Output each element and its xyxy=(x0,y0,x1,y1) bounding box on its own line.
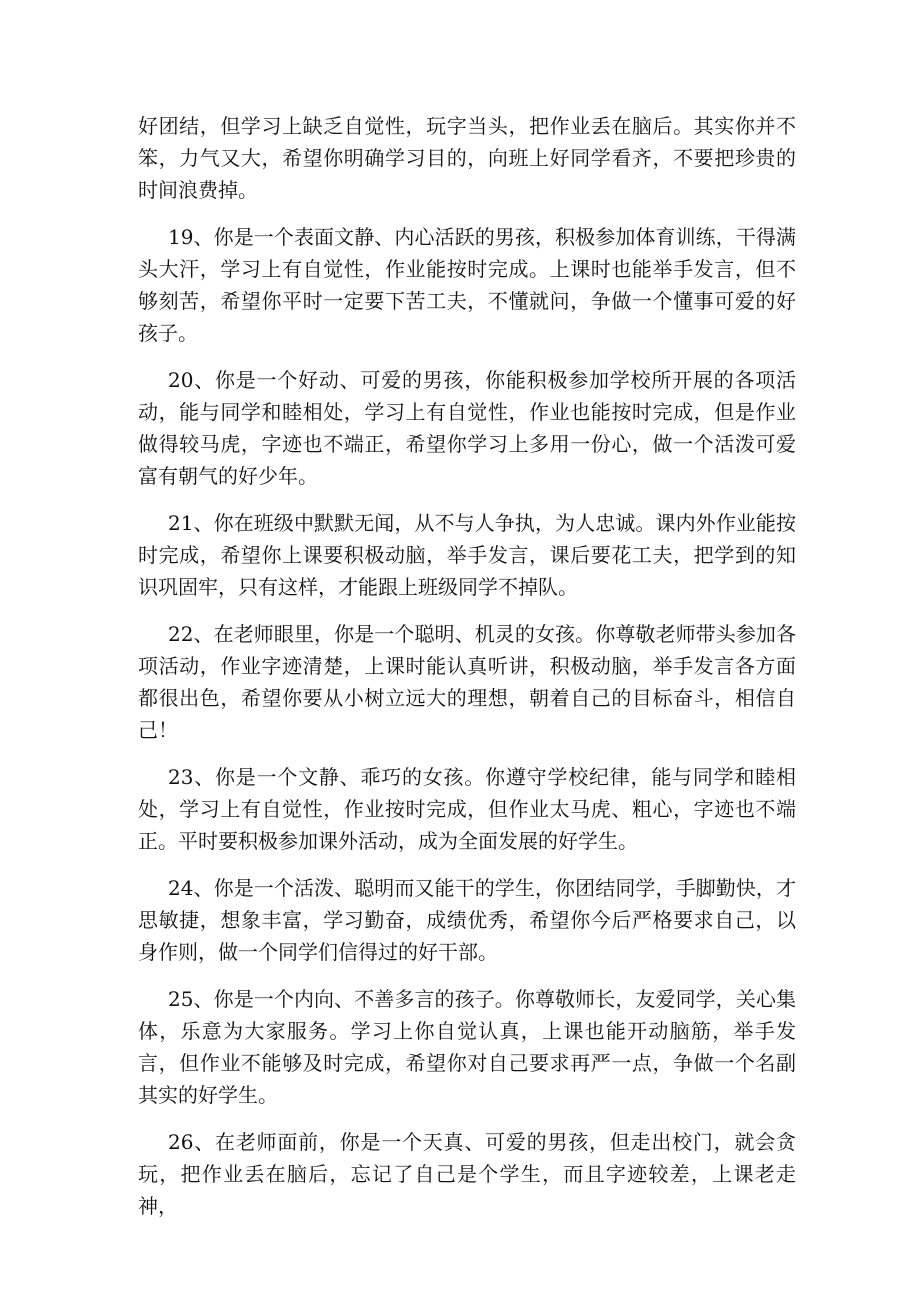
comment-20: 20、你是一个好动、可爱的男孩，你能积极参加学校所开展的各项活动，能与同学和睦相处，学习上有自觉性，作业也能按时完成，但是作业做得较马虎，字迹也不端正，希望你学习上多用一份心，做一个活泼可爱富有朝气的好少年。 xyxy=(138,368,796,488)
comment-23: 23、你是一个文静、乖巧的女孩。你遵守学校纪律，能与同学和睦相处，学习上有自觉性，作业按时完成，但作业太马虎、粗心，字迹也不端正。平时要积极参加课外活动，成为全面发展的好学生。 xyxy=(138,765,796,853)
document-body xyxy=(138,110,796,1237)
paragraph-continued: 好团结，但学习上缺乏自觉性，玩字当头，把作业丢在脑后。其实你并不笨，力气又大，希望你明确学习目的，向班上好同学看齐，不要把珍贵的时间浪费掉。 xyxy=(138,114,796,202)
comment-25: 25、你是一个内向、不善多言的孩子。你尊敬师长，友爱同学，关心集体，乐意为大家服务。学习上你自觉认真，上课也能开动脑筋，举手发言，但作业不能够及时完成，希望你对自己要求再严一点，争做一个名副其实的好学生。 xyxy=(138,987,796,1107)
comment-19: 19、你是一个表面文静、内心活跃的男孩，积极参加体育训练，干得满头大汗，学习上有自觉性，作业能按时完成。上课时也能举手发言，但不够刻苦，希望你平时一定要下苦工夫，不懂就问，争做一个懂事可爱的好孩子。 xyxy=(138,225,796,345)
comment-24: 24、你是一个活泼、聪明而又能干的学生，你团结同学，手脚勤快，才思敏捷，想象丰富，学习勤奋，成绩优秀，希望你今后严格要求自己，以身作则，做一个同学们信得过的好干部。 xyxy=(138,876,796,964)
comment-22: 22、在老师眼里，你是一个聪明、机灵的女孩。你尊敬老师带头参加各项活动，作业字迹清楚，上课时能认真听讲，积极动脑，举手发言各方面都很出色，希望你要从小树立远大的理想，朝着自己的目标奋斗，相信自己！ xyxy=(138,622,796,742)
comment-26: 26、在老师面前，你是一个天真、可爱的男孩，但走出校门，就会贪玩，把作业丢在脑后，忘记了自己是个学生，而且字迹较差，上课老走神， xyxy=(138,1130,796,1218)
comment-21: 21、你在班级中默默无闻，从不与人争执，为人忠诚。课内外作业能按时完成，希望你上课要积极动脑，举手发言，课后要花工夫，把学到的知识巩固牢，只有这样，才能跟上班级同学不掉队。 xyxy=(138,511,796,599)
